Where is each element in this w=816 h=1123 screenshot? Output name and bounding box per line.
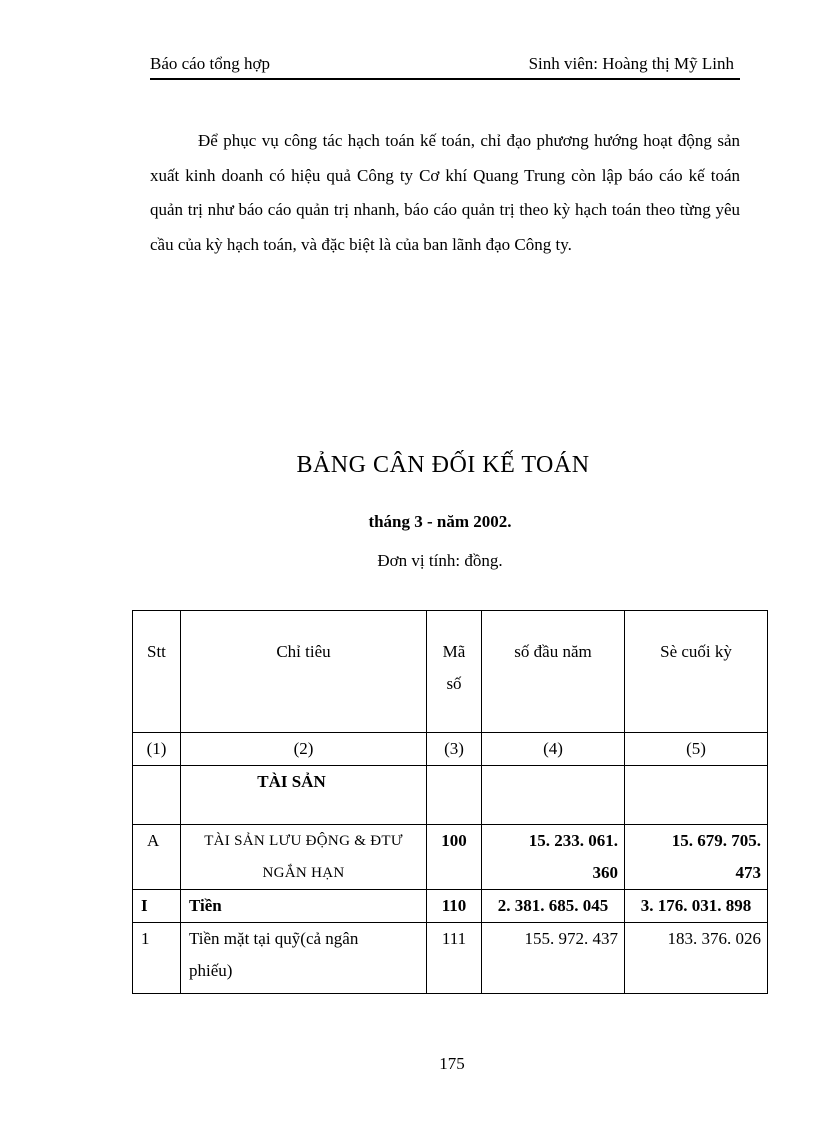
- header-student-name: Sinh viên: Hoàng thị Mỹ Linh: [528, 54, 734, 73]
- col-number: (2): [181, 733, 427, 766]
- row-chi-tieu: TÀI SẢN LƯU ĐỘNG & ĐTƯ NGẮN HẠN: [181, 825, 427, 890]
- row-cuoi-ky: 3. 176. 031. 898: [625, 890, 768, 923]
- row-ma-so: 110: [427, 890, 482, 923]
- table-row: [133, 825, 768, 890]
- row-stt: A: [133, 825, 181, 890]
- col-number: (5): [625, 733, 768, 766]
- balance-sheet-title: BẢNG CÂN ĐỐI KẾ TOÁN: [296, 452, 590, 478]
- row-chi-tieu: Tiền mặt tại quỹ(cả ngân phiếu): [181, 923, 427, 994]
- row-ma-so: 100: [427, 825, 482, 890]
- page-number: 175: [439, 1054, 465, 1073]
- currency-unit: Đơn vị tính: đồng.: [377, 551, 503, 570]
- row-cuoi-ky: 15. 679. 705. 473: [625, 825, 768, 890]
- col-number: (3): [427, 733, 482, 766]
- period-subtitle: tháng 3 - năm 2002.: [368, 512, 512, 531]
- column-numbering-row: [133, 733, 768, 766]
- intro-paragraph: Để phục vụ công tác hạch toán kế toán, chỉ đạo phương hướng hoạt động sản xuất kinh doanh có hiệu quả Công ty Cơ khí Quang Trung còn lập báo cáo kế toán quản trị như báo cáo quản trị nhanh, báo cáo quản trị theo kỳ hạch toán theo từng yêu cầu của kỳ hạch toán, và đặc biệt là của ban lãnh đạo Công ty.: [150, 131, 740, 254]
- row-dau-nam: 15. 233. 061. 360: [482, 825, 625, 890]
- table-header-row: [133, 611, 768, 733]
- col-number: (4): [482, 733, 625, 766]
- header-so-cuoi-ky: Sè cuối kỳ: [625, 611, 768, 733]
- row-cuoi-ky: 183. 376. 026: [625, 923, 768, 994]
- section-label: TÀI SẢN: [181, 766, 427, 825]
- table-row: [133, 923, 768, 994]
- page-header: [150, 52, 740, 80]
- balance-sheet-table: [132, 610, 768, 994]
- header-chi-tieu: Chỉ tiêu: [181, 611, 427, 733]
- header-stt: Stt: [133, 611, 181, 733]
- row-dau-nam: 155. 972. 437: [482, 923, 625, 994]
- table-row: [133, 890, 768, 923]
- section-row: [133, 766, 768, 825]
- row-chi-tieu: Tiền: [181, 890, 427, 923]
- row-stt: 1: [133, 923, 181, 994]
- col-number: (1): [133, 733, 181, 766]
- header-report-title: Báo cáo tổng hợp: [150, 54, 270, 73]
- header-so-dau-nam: số đầu năm: [482, 611, 625, 733]
- header-ma-so: Mã số: [427, 611, 482, 733]
- row-ma-so: 111: [427, 923, 482, 994]
- row-stt: I: [133, 890, 181, 923]
- row-dau-nam: 2. 381. 685. 045: [482, 890, 625, 923]
